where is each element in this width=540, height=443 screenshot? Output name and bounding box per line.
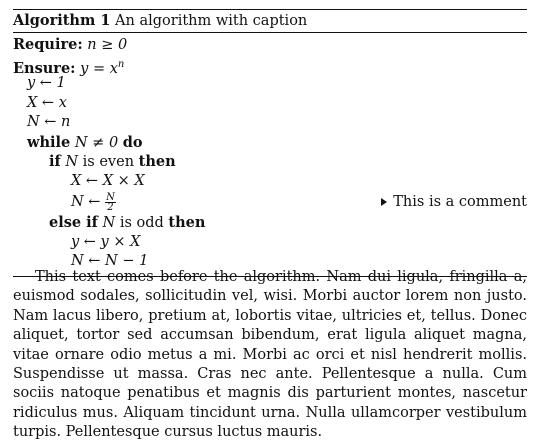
statement-n-half-prefix: N ← bbox=[71, 194, 101, 210]
fraction-numerator: N bbox=[106, 191, 115, 203]
require-keyword: Require: bbox=[13, 36, 83, 53]
ensure-expression: y = x bbox=[80, 60, 118, 77]
else-if-condition-text: is odd bbox=[119, 215, 164, 231]
statement-x-square: X ← X × X bbox=[71, 172, 145, 189]
fraction-n-over-2 bbox=[105, 193, 116, 212]
fraction-denominator: 2 bbox=[107, 201, 114, 213]
comment-triangle-icon bbox=[381, 198, 387, 206]
else-if-variable: N bbox=[102, 215, 116, 231]
if-line bbox=[13, 152, 527, 172]
require-line bbox=[13, 35, 527, 55]
algorithm-line-2 bbox=[13, 94, 527, 114]
if-keyword: if bbox=[49, 153, 61, 170]
else-if-line bbox=[13, 213, 527, 233]
if-variable: N bbox=[65, 154, 79, 170]
body-paragraph-block bbox=[13, 268, 527, 443]
algorithm-caption-text: An algorithm with caption bbox=[115, 13, 308, 29]
algorithm-comment bbox=[381, 191, 527, 213]
else-if-keyword: else if bbox=[49, 214, 98, 231]
algorithm-line-4 bbox=[13, 172, 527, 192]
body-paragraph: This text comes before the algorithm. Nam dui ligula, fringilla a, euismod sodales, sollicitudin vel, wisi. Morbi auctor lorem non justo. Nam lacus libero, pretium at, lobortis vitae, ultricies et, tellus. Donec aliquet, tortor sed accumsan bibendum, erat ligula aliquet magna, vitae ornare odio metus a mi. Morbi ac orci et nisl hendrerit mollis. Suspendisse ut massa. Cras nec ante. Pellentesque a nulla. Cum sociis natoque penatibus et magnis dis parturient montes, nascetur ridiculus mus. Aliquam tincidunt urna. Nulla ullamcorper vestibulum turpis. Pellentesque cursus luctus mauris. bbox=[13, 269, 527, 441]
algorithm-block bbox=[13, 9, 527, 277]
algorithm-label: Algorithm 1 bbox=[13, 12, 111, 29]
statement-n-init: N ← n bbox=[27, 114, 71, 130]
statement-x-init: X ← x bbox=[27, 94, 67, 111]
algorithm-line-6 bbox=[13, 233, 527, 253]
statement-n-decrement: N ← N − 1 bbox=[71, 253, 149, 269]
algorithm-line-3 bbox=[13, 113, 527, 133]
while-line bbox=[13, 133, 527, 153]
statement-y-multiply: y ← y × X bbox=[71, 233, 141, 250]
if-condition-text: is even bbox=[82, 154, 135, 170]
algorithm-line-1 bbox=[13, 74, 527, 94]
algorithm-caption bbox=[13, 10, 527, 32]
then-keyword: then bbox=[138, 153, 176, 170]
while-condition: N ≠ 0 bbox=[74, 134, 119, 151]
comment-text: This is a comment bbox=[393, 194, 527, 210]
require-expression: n ≥ 0 bbox=[87, 37, 128, 53]
while-keyword: while bbox=[27, 133, 71, 151]
ensure-exponent: n bbox=[117, 58, 125, 70]
statement-y-init: y ← 1 bbox=[27, 75, 66, 91]
algorithm-line-5 bbox=[13, 191, 527, 213]
do-keyword: do bbox=[122, 133, 143, 151]
ensure-keyword: Ensure: bbox=[13, 59, 76, 77]
ensure-line bbox=[13, 55, 527, 75]
then-keyword-2: then bbox=[168, 214, 206, 231]
algorithm-caption-rule bbox=[13, 32, 527, 33]
